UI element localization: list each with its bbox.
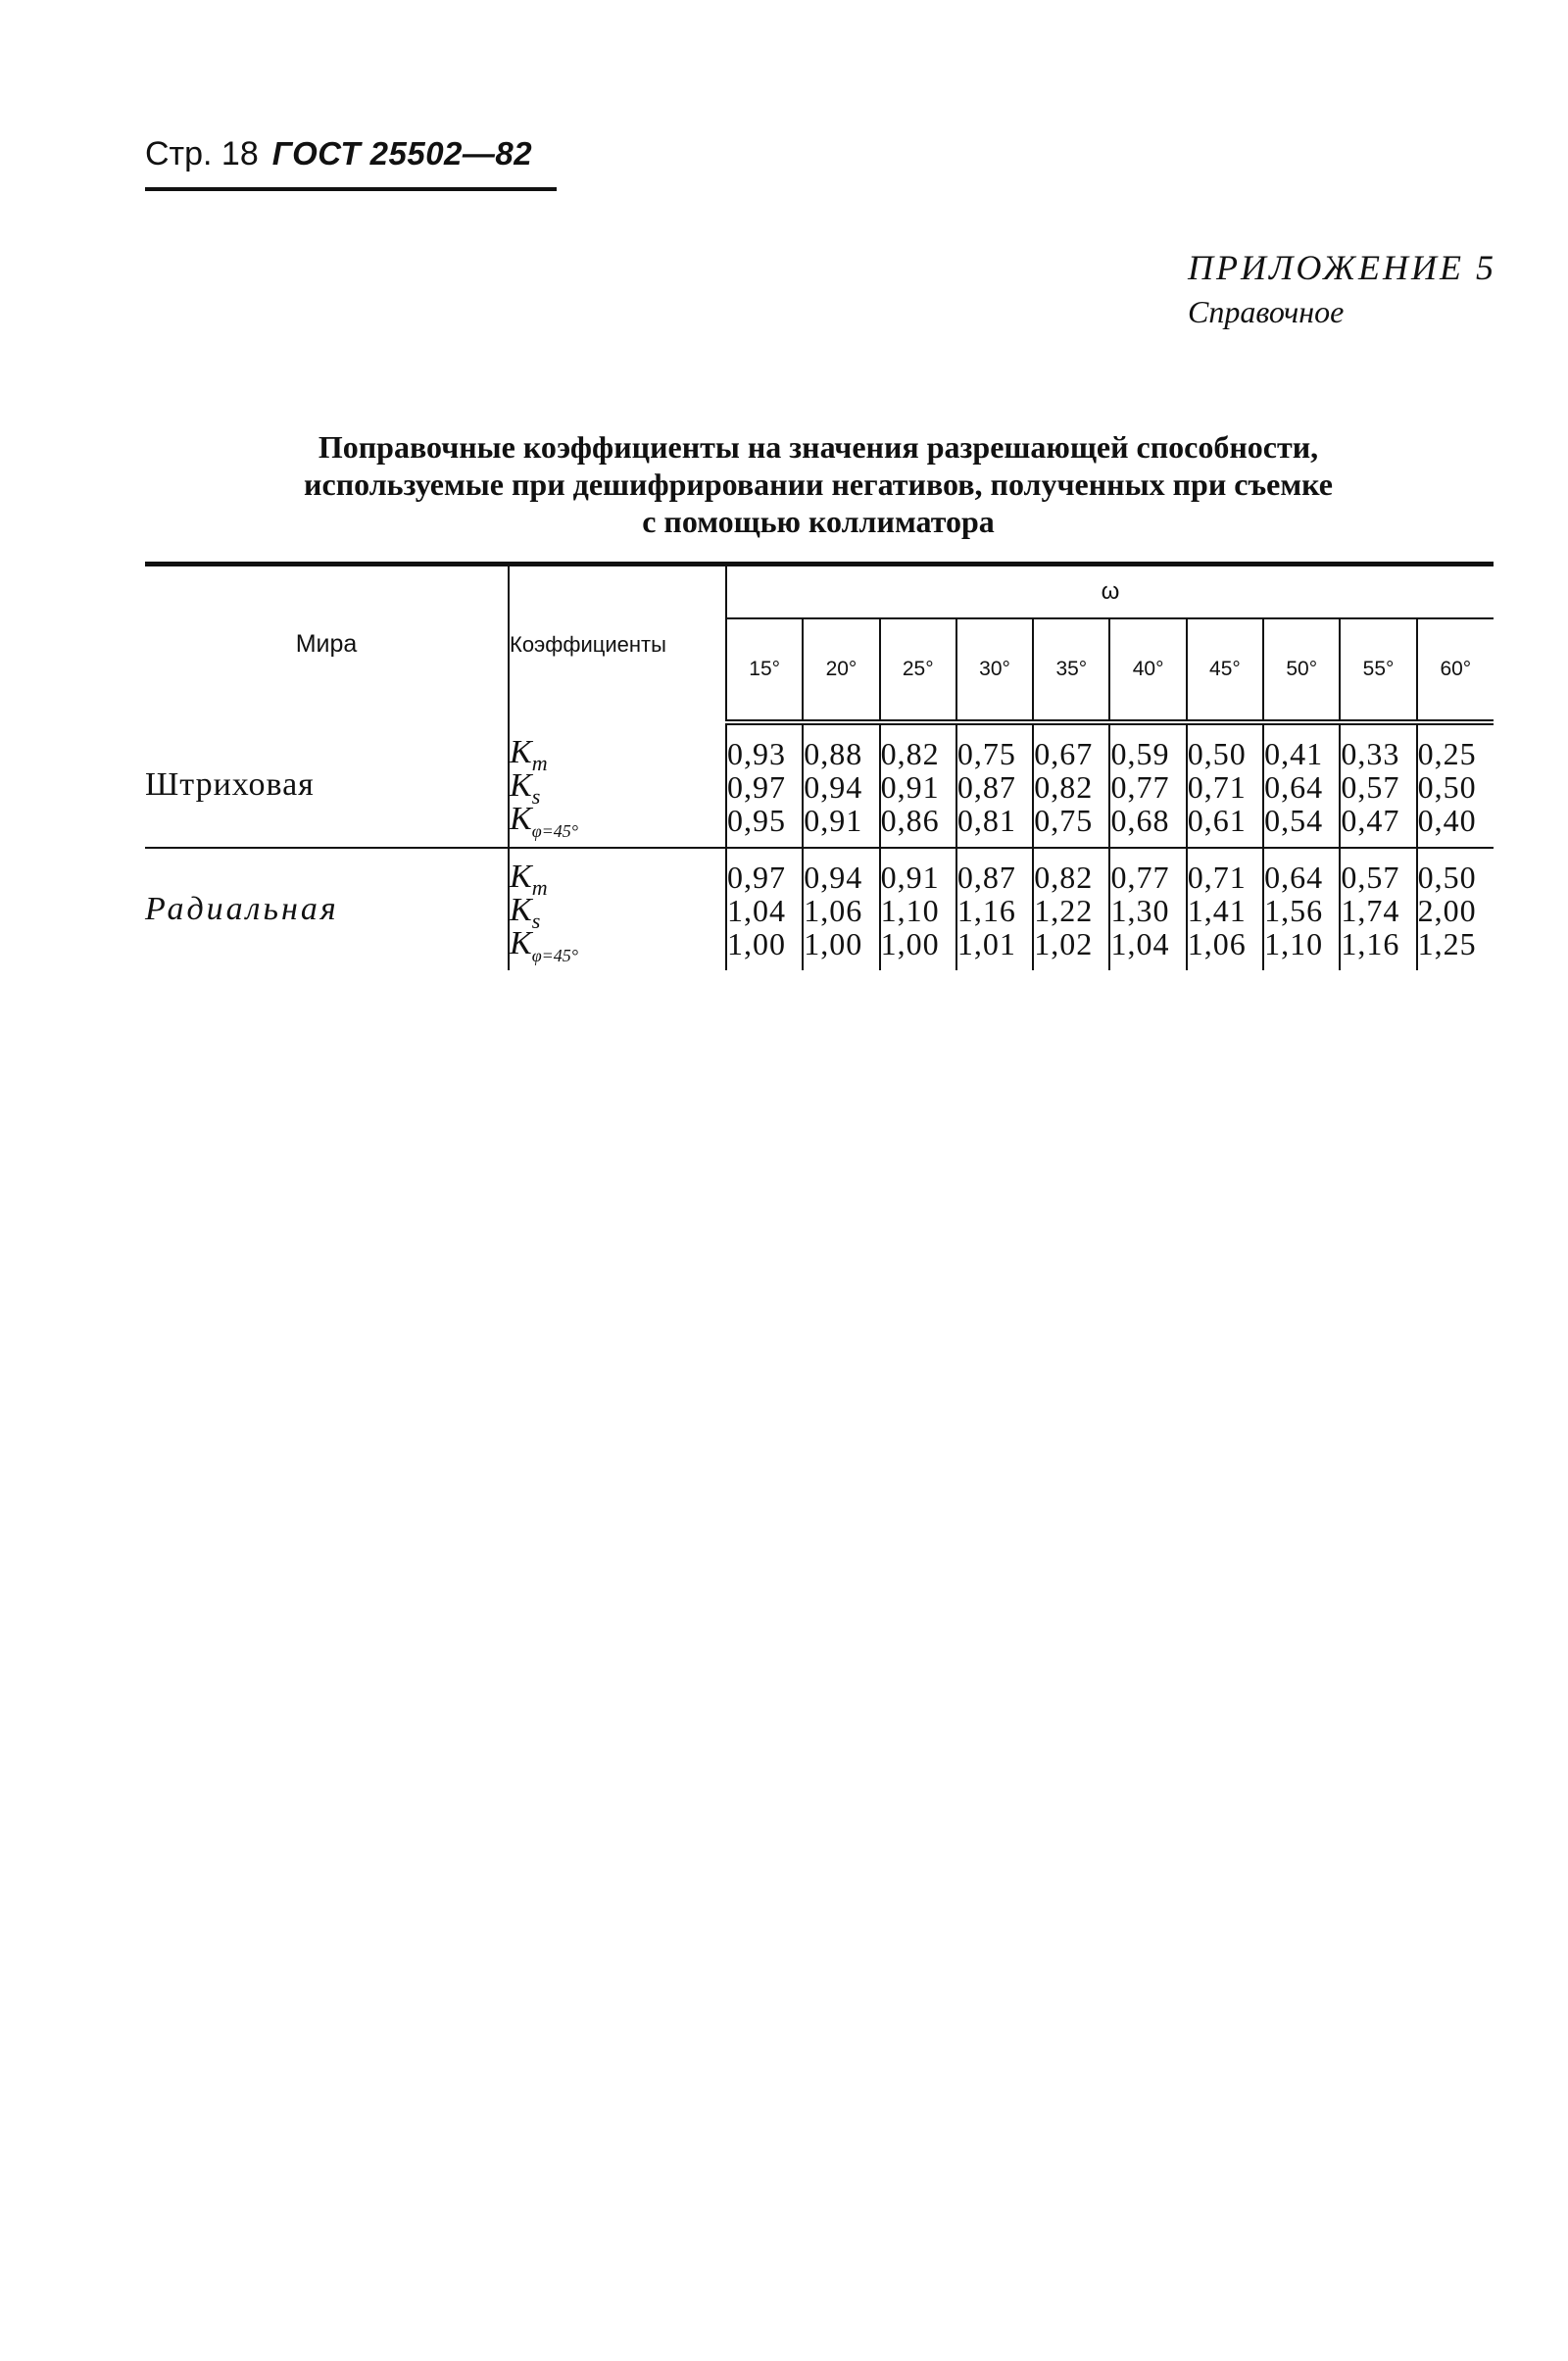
- angle-header: 30°: [956, 618, 1033, 722]
- coefficient-value: 0,93: [727, 736, 786, 771]
- coefficient-symbol: [510, 859, 725, 900]
- coefficient-value: 0,95: [727, 803, 786, 838]
- coefficient-value: 0,91: [804, 803, 863, 838]
- coefficient-value: 1,00: [880, 926, 940, 961]
- coefficient-value: 1,00: [727, 926, 786, 961]
- angle-header: 45°: [1187, 618, 1263, 722]
- coefficient-symbol: [510, 925, 725, 965]
- value-cell: [956, 848, 1033, 970]
- coefficient-value: 0,97: [727, 860, 786, 895]
- coefficient-subscript: m: [531, 875, 548, 900]
- coefficient-value: 1,10: [1264, 926, 1324, 961]
- table-title-line: Поправочные коэффициенты на значения разрешающей способности,: [318, 429, 1319, 465]
- table-header-row: [145, 565, 1494, 619]
- coefficient-value: 0,41: [1264, 736, 1324, 771]
- coefficient-value: 0,97: [727, 769, 786, 805]
- mira-name: Штриховая: [145, 722, 509, 848]
- page-number: Стр. 18: [145, 135, 259, 172]
- value-cell: [1263, 848, 1340, 970]
- angle-header: 20°: [803, 618, 879, 722]
- coefficient-value: 0,50: [1187, 736, 1247, 771]
- value-cell: [1340, 848, 1416, 970]
- coefficient-value: 0,86: [880, 803, 940, 838]
- coefficient-subscript: s: [531, 783, 541, 809]
- table-title-line: с помощью коллиматора: [642, 504, 995, 539]
- angle-header: 35°: [1033, 618, 1109, 722]
- coefficient-value: 0,82: [1034, 860, 1094, 895]
- coefficient-value: 0,57: [1341, 860, 1400, 895]
- coefficient-value: 0,77: [1110, 860, 1170, 895]
- page-header: [145, 135, 557, 191]
- value-cell: [1417, 848, 1494, 970]
- angle-header: 25°: [880, 618, 956, 722]
- coefficient-value: 0,64: [1264, 769, 1324, 805]
- coefficient-value: 1,10: [880, 893, 940, 928]
- value-cell: [1033, 848, 1109, 970]
- coefficient-letter: K: [510, 766, 532, 804]
- coefficient-value: 1,16: [956, 893, 1016, 928]
- coefficient-value: 0,40: [1417, 803, 1477, 838]
- coefficient-value: 0,75: [956, 736, 1016, 771]
- value-cell: [803, 848, 879, 970]
- angle-header: 55°: [1340, 618, 1416, 722]
- coefficient-value: 0,59: [1110, 736, 1170, 771]
- coefficient-value: 1,06: [804, 893, 863, 928]
- table-row: [145, 848, 1494, 970]
- value-cell: [1417, 722, 1494, 848]
- column-header-mira: Мира: [145, 565, 509, 723]
- coefficient-symbols: [509, 848, 726, 970]
- coefficient-value: 1,04: [727, 893, 786, 928]
- appendix-subtitle: Справочное: [1188, 294, 1345, 329]
- coefficient-value: 0,47: [1341, 803, 1400, 838]
- value-cell: [880, 722, 956, 848]
- coefficient-value: 0,33: [1341, 736, 1400, 771]
- coefficient-value: 0,64: [1264, 860, 1324, 895]
- column-header-omega: ω: [726, 565, 1494, 619]
- coefficient-value: 0,57: [1341, 769, 1400, 805]
- coefficient-value: 0,50: [1417, 769, 1477, 805]
- coefficient-subscript: φ=45°: [531, 820, 578, 841]
- correction-coefficients-table: [145, 562, 1494, 970]
- value-cell: [956, 722, 1033, 848]
- coefficient-letter: K: [510, 925, 532, 961]
- coefficient-value: 0,82: [1034, 769, 1094, 805]
- standard-number: ГОСТ 25502—82: [271, 135, 533, 172]
- coefficient-value: 0,88: [804, 736, 863, 771]
- coefficient-value: 0,71: [1187, 860, 1247, 895]
- angle-header: 15°: [726, 618, 803, 722]
- value-cell: [1263, 722, 1340, 848]
- coefficient-letter: K: [510, 733, 532, 770]
- coefficient-value: 0,54: [1264, 803, 1324, 838]
- coefficient-subscript: φ=45°: [531, 946, 578, 965]
- coefficient-value: 0,77: [1110, 769, 1170, 805]
- coefficient-value: 0,91: [880, 860, 940, 895]
- coefficient-letter: K: [510, 800, 532, 837]
- value-cell: [726, 848, 803, 970]
- coefficient-symbol: [510, 800, 725, 841]
- coefficient-symbols: [509, 722, 726, 848]
- value-cell: [880, 848, 956, 970]
- appendix-label: [1188, 247, 1496, 330]
- coefficient-value: 0,61: [1187, 803, 1247, 838]
- coefficient-value: 1,06: [1187, 926, 1247, 961]
- coefficient-value: 1,22: [1034, 893, 1094, 928]
- value-cell: [1109, 722, 1186, 848]
- value-cell: [1109, 848, 1186, 970]
- coefficient-value: 1,04: [1110, 926, 1170, 961]
- coefficient-value: 1,56: [1264, 893, 1324, 928]
- angle-header: 50°: [1263, 618, 1340, 722]
- coefficient-value: 1,01: [956, 926, 1016, 961]
- angle-header: 60°: [1417, 618, 1494, 722]
- coefficient-subscript: m: [531, 750, 548, 775]
- value-cell: [803, 722, 879, 848]
- coefficient-value: 0,87: [956, 860, 1016, 895]
- coefficient-value: 0,82: [880, 736, 940, 771]
- value-cell: [1033, 722, 1109, 848]
- coefficient-symbol: [510, 733, 725, 775]
- coefficient-value: 0,94: [804, 860, 863, 895]
- coefficient-letter: K: [510, 859, 532, 895]
- coefficient-value: 0,75: [1034, 803, 1094, 838]
- value-cell: [726, 722, 803, 848]
- coefficient-value: 0,25: [1417, 736, 1477, 771]
- appendix-title: ПРИЛОЖЕНИЕ 5: [1188, 248, 1496, 287]
- coefficient-value: 0,91: [880, 769, 940, 805]
- mira-name: Радиальная: [145, 848, 509, 970]
- value-cell: [1187, 722, 1263, 848]
- coefficient-value: 0,67: [1034, 736, 1094, 771]
- coefficient-value: 0,50: [1417, 860, 1477, 895]
- value-cell: [1187, 848, 1263, 970]
- coefficient-value: 1,02: [1034, 926, 1094, 961]
- angle-header: 40°: [1109, 618, 1186, 722]
- coefficient-value: 0,94: [804, 769, 863, 805]
- coefficient-value: 1,30: [1110, 893, 1170, 928]
- coefficient-value: 1,16: [1341, 926, 1400, 961]
- column-header-coefficients: Коэффициенты: [509, 565, 726, 723]
- table-title-line: используемые при дешифрировании негативов, полученных при съемке: [304, 467, 1333, 502]
- value-cell: [1340, 722, 1416, 848]
- coefficient-value: 0,68: [1110, 803, 1170, 838]
- coefficient-value: 1,25: [1417, 926, 1477, 961]
- coefficient-value: 0,87: [956, 769, 1016, 805]
- coefficient-subscript: s: [531, 909, 541, 933]
- coefficient-value: 1,41: [1187, 893, 1247, 928]
- coefficient-value: 1,00: [804, 926, 863, 961]
- coefficient-value: 1,74: [1341, 893, 1400, 928]
- coefficient-value: 0,71: [1187, 769, 1247, 805]
- table-row: [145, 722, 1494, 848]
- coefficient-value: 0,81: [956, 803, 1016, 838]
- coefficient-value: 2,00: [1417, 893, 1477, 928]
- table-title: [147, 428, 1490, 540]
- coefficient-letter: K: [510, 892, 532, 928]
